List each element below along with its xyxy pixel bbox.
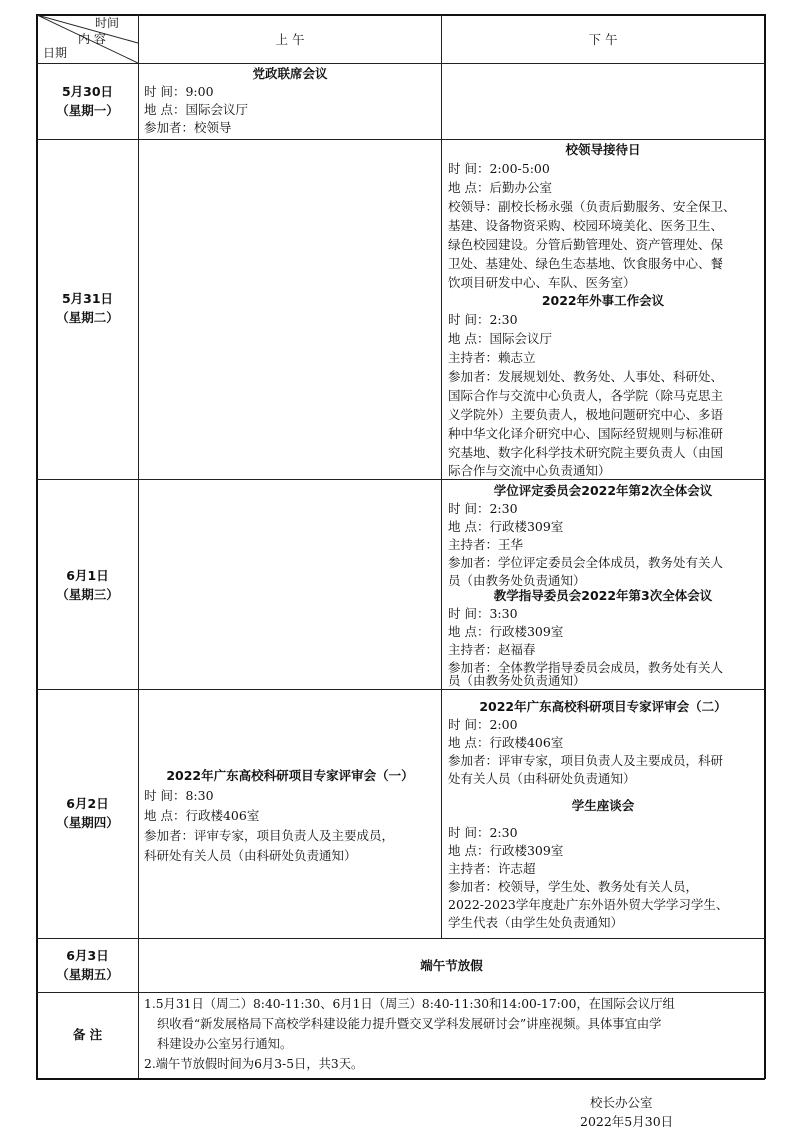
header-afternoon: 下 午 [588,32,618,47]
event-line: 时 间：9:00 [144,84,214,99]
event-line: 参加者：校领导 [144,120,232,135]
event-line: 时 间：2:30 [448,312,518,327]
event-line: 参加者：全体教学指导委员会成员，教务处有关人 [448,660,724,675]
row-date: 6月3日 [66,948,109,963]
event-line: 2022-2023学年度赴广东外语外贸大学学习学生、 [448,897,729,912]
row-date: 5月31日 [61,291,114,306]
event-line: 处有关人员（由科研处负责通知） [448,771,636,786]
event-line: 地 点：行政楼309室 [448,843,564,858]
notes-line: 织收看“新发展格局下高校学科建设能力提升暨交叉学科发展研讨会”讲座视频。具体事宜由学 [157,1017,662,1031]
event-line: 参加者：评审专家，项目负责人及主要成员， [144,828,395,843]
row-weekday: （星期二） [56,310,119,325]
event-line: 参加者：发展规划处、教务处、人事处、科研处、 [448,369,724,384]
holiday-label: 端午节放假 [420,958,483,973]
event-title: 2022年广东高校科研项目专家评审会（二） [479,699,727,714]
row-date: 6月1日 [66,568,109,583]
event-line: 时 间：8:30 [144,788,214,803]
event-line: 绿色校园建设。分管后勤管理处、资产管理处、保 [448,237,724,252]
event-title: 教学指导委员会2022年第3次全体会议 [493,588,713,603]
event-line: 主持者：王华 [448,537,524,552]
event-title: 2022年广东高校科研项目专家评审会（一） [166,768,414,783]
event-line: 际合作与交流中心负责通知） [448,463,611,478]
event-line: 校领导：副校长杨永强（负责后勤服务、安全保卫、 [448,199,736,214]
header-content-label: 内 容 [78,32,106,46]
event-line: 主持者：许志超 [448,861,536,876]
event-line: 地 点：行政楼406室 [144,808,260,823]
event-line: 参加者：学位评定委员会全体成员，教务处有关人 [448,555,724,570]
header-morning: 上 午 [275,32,305,47]
event-line: 主持者：赵福春 [448,642,536,657]
event-line: 地 点：行政楼406室 [448,735,564,750]
event-line: 科研处有关人员（由科研处负责通知） [144,848,357,863]
event-line: 义学院外）主要负责人，极地问题研究中心、多语 [448,407,724,422]
row-weekday: （星期一） [56,103,119,118]
event-line: 主持者：赖志立 [448,350,536,365]
row-weekday: （星期五） [56,967,119,982]
event-line: 时 间：2:00-5:00 [448,161,550,176]
event-line: 参加者：评审专家，项目负责人及主要成员，科研 [448,753,724,768]
event-line: 基建、设备物资采购、校园环境美化、医务卫生、 [448,218,724,233]
event-line: 地 点：行政楼309室 [448,519,564,534]
event-title: 学位评定委员会2022年第2次全体会议 [493,483,713,498]
row-date: 5月30日 [61,84,114,99]
event-line: 时 间：2:30 [448,501,518,516]
event-line: 究基地、数字化科学技术研究院主要负责人（由国 [448,445,724,460]
event-line: 时 间：2:30 [448,825,518,840]
event-title: 党政联席会议 [252,66,328,81]
event-line: 时 间：3:30 [448,606,518,621]
notes-line: 2.端午节放假时间为6月3-5日，共3天。 [144,1057,364,1071]
event-line: 参加者：校领导，学生处、教务处有关人员， [448,879,699,894]
notes-line: 科建设办公室另行通知。 [157,1037,293,1051]
event-title: 2022年外事工作会议 [541,293,665,308]
row-date: 6月2日 [66,796,109,811]
event-title: 校领导接待日 [565,142,641,157]
header-time-label: 时间 [95,16,120,30]
notes-label: 备 注 [72,1027,103,1042]
event-line: 学生代表（由学生处负责通知） [448,915,624,930]
event-line: 员（由教务处负责通知） [448,573,586,588]
event-line: 时 间：2:00 [448,717,518,732]
event-title: 学生座谈会 [571,798,635,813]
event-line: 饮项目研发中心、车队、医务室） [448,275,636,290]
event-line: 员（由教务处负责通知） [448,673,586,688]
event-line: 地 点：国际会议厅 [144,102,248,117]
event-line: 种中华文化译介研究中心、国际经贸规则与标准研 [448,426,724,441]
event-line: 卫处、基建处、绿色生态基地、饮食服务中心、餐 [448,256,724,271]
event-line: 地 点：国际会议厅 [448,331,552,346]
event-line: 地 点：行政楼309室 [448,624,564,639]
row-weekday: （星期三） [56,587,119,602]
footer-office: 校长办公室 [590,1095,653,1110]
row-weekday: （星期四） [56,815,119,830]
event-line: 国际合作与交流中心负责人，各学院（除马克思主 [448,388,724,403]
event-line: 地 点：后勤办公室 [448,180,552,195]
notes-line: 1.5月31日（周二）8:40-11:30、6月1日（周三）8:40-11:30和14:00-17:00，在国际会议厅组 [144,997,675,1011]
header-date-label: 日期 [43,46,68,60]
footer-date: 2022年5月30日 [580,1114,674,1129]
